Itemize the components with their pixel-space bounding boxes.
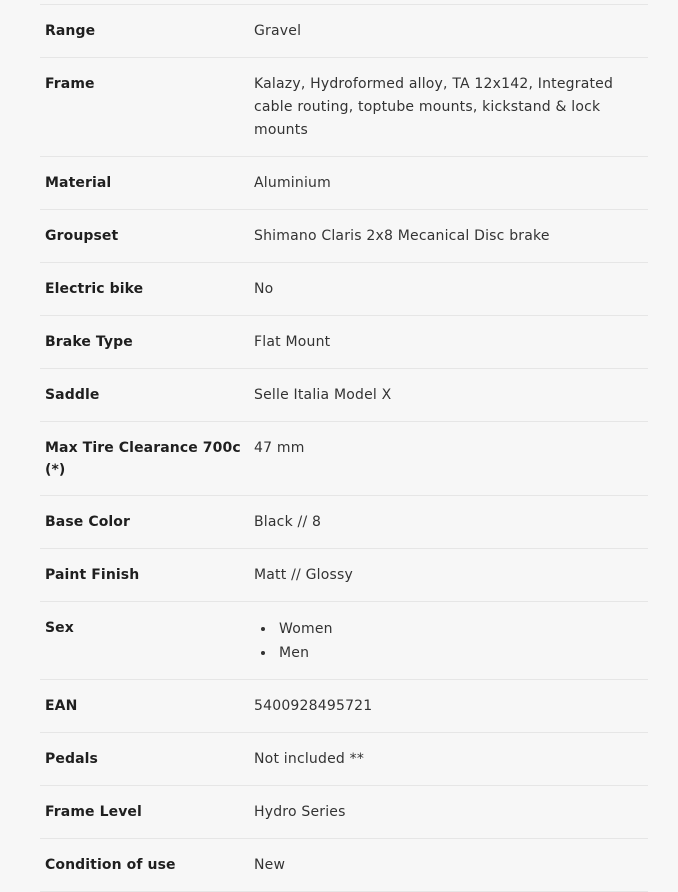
specifications-table [40,4,648,892]
spec-value: Shimano Claris 2x8 Mecanical Disc brake [254,228,550,244]
spec-label: Groupset [45,228,119,244]
spec-row-material [40,157,648,210]
spec-value: Matt // Glossy [254,567,353,583]
spec-row-pedals [40,733,648,786]
spec-value: Selle Italia Model X [254,387,392,403]
spec-label: Frame [45,76,95,92]
spec-label: Range [45,23,96,39]
spec-value: Black // 8 [254,514,322,530]
spec-label: Saddle [45,387,100,403]
spec-row-range [40,5,648,58]
spec-label: Frame Level [45,804,142,820]
spec-value: 47 mm [254,440,305,456]
spec-row-condition-of-use [40,839,648,892]
spec-value: No [254,281,274,297]
spec-value: Not included ** [254,751,365,767]
spec-label: Max Tire Clearance 700c (*) [45,440,241,478]
spec-label: Brake Type [45,334,133,350]
spec-row-ean [40,680,648,733]
spec-value: Hydro Series [254,804,346,820]
spec-row-saddle [40,369,648,422]
spec-label: Material [45,175,112,191]
spec-value: New [254,857,286,873]
spec-label: Paint Finish [45,567,140,583]
spec-row-frame [40,58,648,157]
spec-row-max-tire-clearance [40,422,648,496]
spec-label: EAN [45,698,78,714]
list-item: • Women [276,617,644,641]
spec-value-list [254,617,644,665]
spec-row-brake-type [40,316,648,369]
spec-row-paint-finish [40,549,648,602]
spec-value [254,617,648,665]
spec-row-frame-level [40,786,648,839]
spec-value: 5400928495721 [254,698,373,714]
spec-row-electric-bike [40,263,648,316]
spec-row-groupset [40,210,648,263]
list-item: • Men [276,641,644,665]
spec-value: Flat Mount [254,334,331,350]
spec-value: Aluminium [254,175,331,191]
spec-label: Pedals [45,751,98,767]
spec-label: Condition of use [45,857,176,873]
spec-value: Gravel [254,23,302,39]
spec-row-sex [40,602,648,680]
spec-label: Base Color [45,514,131,530]
spec-row-base-color [40,496,648,549]
spec-label: Electric bike [45,281,144,297]
spec-label: Sex [45,620,74,636]
spec-value: Kalazy, Hydroformed alloy, TA 12x142, Integrated cable routing, toptube mounts, kickstand & lock mounts [254,76,614,138]
